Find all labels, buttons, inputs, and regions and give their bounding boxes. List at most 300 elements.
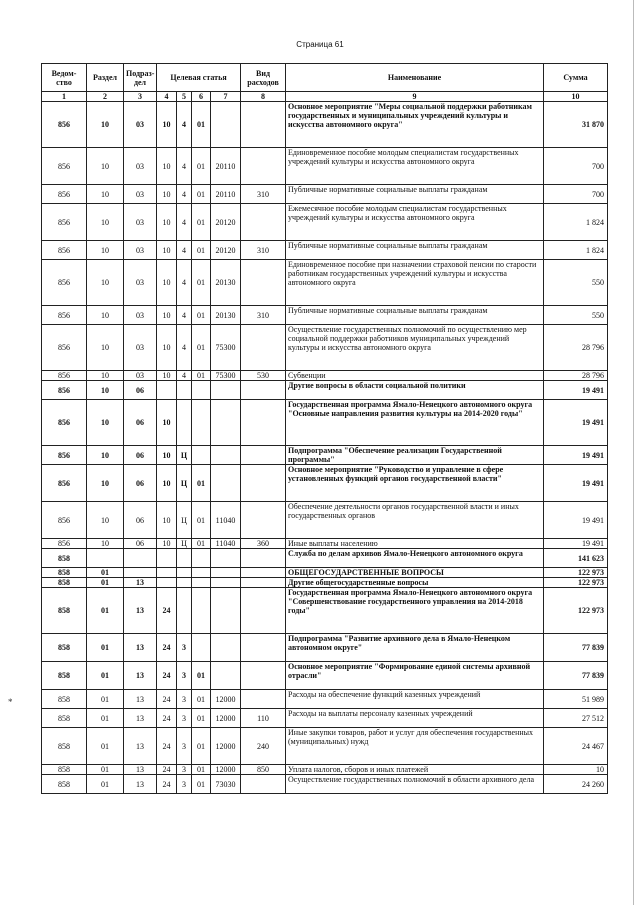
ved-cell: 858 <box>42 588 87 634</box>
razdel-cell: 10 <box>87 306 124 325</box>
name-cell: Единовременное пособие молодым специалистам государственных учреждений культуры и искусства автономного округа <box>286 148 544 185</box>
cs-event-cell <box>192 549 211 568</box>
table-row <box>42 381 608 400</box>
podrazdel-cell: 13 <box>124 765 157 775</box>
cs-event-cell: 01 <box>192 371 211 381</box>
cs-event-cell: 01 <box>192 260 211 306</box>
ved-cell: 856 <box>42 381 87 400</box>
cs-program-cell: 24 <box>157 765 177 775</box>
col-number: 1 <box>42 92 87 102</box>
table-row <box>42 325 608 371</box>
cs-subprogram-cell: Ц <box>177 446 192 465</box>
ved-cell: 858 <box>42 568 87 578</box>
vid-cell: 360 <box>241 539 286 549</box>
cs-program-cell: 10 <box>157 306 177 325</box>
cs-subprogram-cell: 3 <box>177 690 192 709</box>
cs-direction-cell: 12000 <box>211 690 241 709</box>
col-number: 9 <box>286 92 544 102</box>
cs-direction-cell: 73030 <box>211 775 241 794</box>
cs-direction-cell: 20130 <box>211 260 241 306</box>
cs-event-cell: 01 <box>192 502 211 539</box>
podrazdel-cell: 03 <box>124 102 157 148</box>
sum-cell: 550 <box>544 306 608 325</box>
stray-mark: * <box>8 697 13 707</box>
table-row <box>42 371 608 381</box>
cs-event-cell <box>192 568 211 578</box>
cs-program-cell <box>157 549 177 568</box>
cs-program-cell: 24 <box>157 662 177 690</box>
sum-cell: 77 839 <box>544 634 608 662</box>
razdel-cell: 10 <box>87 539 124 549</box>
vid-cell: 110 <box>241 709 286 728</box>
cs-direction-cell: 11040 <box>211 539 241 549</box>
cs-direction-cell: 20130 <box>211 306 241 325</box>
cs-program-cell: 10 <box>157 102 177 148</box>
cs-direction-cell <box>211 634 241 662</box>
sum-cell: 19 491 <box>544 400 608 446</box>
col-number: 5 <box>177 92 192 102</box>
table-row <box>42 690 608 709</box>
razdel-cell: 10 <box>87 465 124 502</box>
vid-cell <box>241 400 286 446</box>
sum-cell: 51 989 <box>544 690 608 709</box>
sum-cell: 24 467 <box>544 728 608 765</box>
name-cell: Подпрограмма "Обеспечение реализации Государственной программы" <box>286 446 544 465</box>
cs-subprogram-cell: Ц <box>177 465 192 502</box>
cs-subprogram-cell: 4 <box>177 148 192 185</box>
budget-table <box>41 63 608 794</box>
cs-subprogram-cell <box>177 588 192 634</box>
vid-cell <box>241 260 286 306</box>
cs-direction-cell: 20120 <box>211 204 241 241</box>
cs-program-cell: 24 <box>157 709 177 728</box>
cs-program-cell: 10 <box>157 502 177 539</box>
cs-subprogram-cell: 3 <box>177 765 192 775</box>
col-number: 2 <box>87 92 124 102</box>
razdel-cell: 10 <box>87 204 124 241</box>
vid-cell: 310 <box>241 185 286 204</box>
name-cell: Расходы на выплаты персоналу казенных учреждений <box>286 709 544 728</box>
vid-cell <box>241 381 286 400</box>
cs-subprogram-cell: 3 <box>177 728 192 765</box>
header-sum: Сумма <box>544 64 608 92</box>
table-row <box>42 568 608 578</box>
name-cell: Единовременное пособие при назначении страховой пенсии по старости работникам государственных учреждений культуры и искусства автономного округа <box>286 260 544 306</box>
sum-cell: 77 839 <box>544 662 608 690</box>
vid-cell <box>241 325 286 371</box>
razdel-cell: 10 <box>87 148 124 185</box>
sum-cell: 28 796 <box>544 371 608 381</box>
podrazdel-cell <box>124 549 157 568</box>
cs-event-cell <box>192 578 211 588</box>
razdel-cell: 10 <box>87 400 124 446</box>
table-row <box>42 775 608 794</box>
cs-subprogram-cell: 4 <box>177 102 192 148</box>
cs-event-cell: 01 <box>192 102 211 148</box>
table-row <box>42 588 608 634</box>
cs-event-cell: 01 <box>192 662 211 690</box>
name-cell: Публичные нормативные социальные выплаты гражданам <box>286 185 544 204</box>
sum-cell: 19 491 <box>544 502 608 539</box>
cs-event-cell: 01 <box>192 690 211 709</box>
cs-direction-cell: 20110 <box>211 185 241 204</box>
cs-program-cell: 24 <box>157 690 177 709</box>
cs-direction-cell <box>211 102 241 148</box>
header-tselevaya: Целевая статья <box>157 64 241 92</box>
vid-cell <box>241 148 286 185</box>
podrazdel-cell: 03 <box>124 241 157 260</box>
razdel-cell: 10 <box>87 185 124 204</box>
sum-cell: 1 824 <box>544 204 608 241</box>
col-number: 6 <box>192 92 211 102</box>
vid-cell <box>241 102 286 148</box>
podrazdel-cell: 06 <box>124 539 157 549</box>
table-row <box>42 446 608 465</box>
vid-cell <box>241 549 286 568</box>
cs-direction-cell: 12000 <box>211 728 241 765</box>
ved-cell: 856 <box>42 325 87 371</box>
cs-direction-cell <box>211 465 241 502</box>
name-cell: ОБЩЕГОСУДАРСТВЕННЫЕ ВОПРОСЫ <box>286 568 544 578</box>
vid-cell <box>241 568 286 578</box>
razdel-cell: 01 <box>87 775 124 794</box>
cs-program-cell: 10 <box>157 185 177 204</box>
podrazdel-cell: 13 <box>124 662 157 690</box>
cs-direction-cell: 11040 <box>211 502 241 539</box>
cs-direction-cell <box>211 381 241 400</box>
ved-cell: 856 <box>42 446 87 465</box>
vid-cell <box>241 662 286 690</box>
vid-cell: 240 <box>241 728 286 765</box>
razdel-cell: 10 <box>87 241 124 260</box>
cs-direction-cell: 75300 <box>211 325 241 371</box>
cs-program-cell: 10 <box>157 400 177 446</box>
col-number: 8 <box>241 92 286 102</box>
col-number: 3 <box>124 92 157 102</box>
name-cell: Обеспечение деятельности органов государственной власти и иных государственных органов <box>286 502 544 539</box>
ved-cell: 856 <box>42 502 87 539</box>
cs-subprogram-cell <box>177 381 192 400</box>
sum-cell: 24 260 <box>544 775 608 794</box>
sum-cell: 122 973 <box>544 588 608 634</box>
ved-cell: 856 <box>42 260 87 306</box>
cs-program-cell <box>157 568 177 578</box>
column-number-row <box>42 92 608 102</box>
razdel-cell: 01 <box>87 588 124 634</box>
cs-subprogram-cell: 4 <box>177 241 192 260</box>
cs-event-cell: 01 <box>192 775 211 794</box>
sum-cell: 10 <box>544 765 608 775</box>
name-cell: Осуществление государственных полномочий по осуществлению мер социальной поддержки работников муниципальных учреждений культуры и искусства автономного округа <box>286 325 544 371</box>
cs-subprogram-cell: 3 <box>177 662 192 690</box>
sum-cell: 19 491 <box>544 446 608 465</box>
razdel-cell: 01 <box>87 662 124 690</box>
sum-cell: 19 491 <box>544 465 608 502</box>
table-row <box>42 400 608 446</box>
podrazdel-cell: 03 <box>124 185 157 204</box>
scan-edge-line <box>633 0 634 905</box>
podrazdel-cell: 06 <box>124 502 157 539</box>
cs-direction-cell: 20110 <box>211 148 241 185</box>
table-row <box>42 185 608 204</box>
header-podrazdel: Подраз-дел <box>124 64 157 92</box>
podrazdel-cell: 13 <box>124 588 157 634</box>
cs-event-cell: 01 <box>192 185 211 204</box>
cs-subprogram-cell: 4 <box>177 306 192 325</box>
ved-cell: 858 <box>42 690 87 709</box>
vid-cell: 310 <box>241 306 286 325</box>
cs-direction-cell: 12000 <box>211 709 241 728</box>
cs-subprogram-cell <box>177 400 192 446</box>
header-razdel: Раздел <box>87 64 124 92</box>
cs-event-cell: 01 <box>192 709 211 728</box>
cs-event-cell: 01 <box>192 765 211 775</box>
table-row <box>42 549 608 568</box>
name-cell: Ежемесячное пособие молодым специалистам государственных учреждений культуры и искусства автономного округа <box>286 204 544 241</box>
name-cell: Субвенции <box>286 371 544 381</box>
cs-direction-cell: 20120 <box>211 241 241 260</box>
cs-program-cell: 10 <box>157 204 177 241</box>
vid-cell: 850 <box>241 765 286 775</box>
cs-direction-cell <box>211 578 241 588</box>
vid-cell <box>241 690 286 709</box>
podrazdel-cell: 13 <box>124 578 157 588</box>
cs-program-cell: 24 <box>157 634 177 662</box>
cs-program-cell: 10 <box>157 465 177 502</box>
col-number: 4 <box>157 92 177 102</box>
cs-subprogram-cell: 4 <box>177 204 192 241</box>
ved-cell: 856 <box>42 465 87 502</box>
cs-direction-cell <box>211 549 241 568</box>
ved-cell: 856 <box>42 204 87 241</box>
cs-subprogram-cell <box>177 568 192 578</box>
name-cell: Основное мероприятие "Руководство и управление в сфере установленных функций органов государственной власти" <box>286 465 544 502</box>
col-number: 10 <box>544 92 608 102</box>
razdel-cell: 10 <box>87 260 124 306</box>
table-row <box>42 709 608 728</box>
header-row <box>42 64 608 92</box>
razdel-cell: 10 <box>87 371 124 381</box>
ved-cell: 856 <box>42 185 87 204</box>
table-row <box>42 260 608 306</box>
vid-cell <box>241 204 286 241</box>
sum-cell: 19 491 <box>544 381 608 400</box>
podrazdel-cell: 13 <box>124 634 157 662</box>
ved-cell: 858 <box>42 709 87 728</box>
razdel-cell: 10 <box>87 381 124 400</box>
cs-event-cell: 01 <box>192 148 211 185</box>
sum-cell: 700 <box>544 148 608 185</box>
cs-event-cell: 01 <box>192 204 211 241</box>
razdel-cell <box>87 549 124 568</box>
table-row <box>42 241 608 260</box>
cs-program-cell: 10 <box>157 241 177 260</box>
podrazdel-cell: 03 <box>124 325 157 371</box>
cs-direction-cell <box>211 400 241 446</box>
cs-event-cell: 01 <box>192 306 211 325</box>
razdel-cell: 10 <box>87 446 124 465</box>
cs-event-cell: 01 <box>192 465 211 502</box>
header-name: Наименование <box>286 64 544 92</box>
cs-program-cell: 10 <box>157 148 177 185</box>
name-cell: Служба по делам архивов Ямало-Ненецкого автономного округа <box>286 549 544 568</box>
razdel-cell: 01 <box>87 568 124 578</box>
sum-cell: 550 <box>544 260 608 306</box>
razdel-cell: 01 <box>87 634 124 662</box>
cs-subprogram-cell: Ц <box>177 502 192 539</box>
cs-event-cell <box>192 634 211 662</box>
cs-direction-cell: 12000 <box>211 765 241 775</box>
sum-cell: 122 973 <box>544 578 608 588</box>
table-row <box>42 662 608 690</box>
podrazdel-cell: 03 <box>124 371 157 381</box>
name-cell: Иные выплаты населению <box>286 539 544 549</box>
razdel-cell: 01 <box>87 709 124 728</box>
table-row <box>42 728 608 765</box>
cs-subprogram-cell: 3 <box>177 775 192 794</box>
name-cell: Государственная программа Ямало-Ненецкого автономного округа "Основные направления развития культуры на 2014-2020 годы" <box>286 400 544 446</box>
podrazdel-cell: 06 <box>124 400 157 446</box>
ved-cell: 858 <box>42 765 87 775</box>
ved-cell: 856 <box>42 371 87 381</box>
table-row <box>42 102 608 148</box>
table-row <box>42 148 608 185</box>
cs-subprogram-cell: 4 <box>177 260 192 306</box>
cs-event-cell: 01 <box>192 325 211 371</box>
razdel-cell: 10 <box>87 325 124 371</box>
name-cell: Основное мероприятие "Формирование единой системы архивной отрасли" <box>286 662 544 690</box>
table-row <box>42 306 608 325</box>
razdel-cell: 01 <box>87 578 124 588</box>
page-title: Страница 61 <box>296 40 344 49</box>
razdel-cell: 01 <box>87 765 124 775</box>
cs-program-cell <box>157 381 177 400</box>
cs-direction-cell <box>211 568 241 578</box>
cs-direction-cell <box>211 662 241 690</box>
cs-subprogram-cell: 3 <box>177 709 192 728</box>
cs-event-cell <box>192 588 211 634</box>
ved-cell: 858 <box>42 578 87 588</box>
cs-program-cell: 24 <box>157 775 177 794</box>
name-cell: Публичные нормативные социальные выплаты гражданам <box>286 306 544 325</box>
podrazdel-cell: 03 <box>124 148 157 185</box>
cs-program-cell <box>157 578 177 588</box>
vid-cell: 530 <box>241 371 286 381</box>
ved-cell: 856 <box>42 400 87 446</box>
cs-event-cell: 01 <box>192 728 211 765</box>
name-cell: Расходы на обеспечение функций казенных учреждений <box>286 690 544 709</box>
table-row <box>42 765 608 775</box>
cs-subprogram-cell: 4 <box>177 371 192 381</box>
table-row <box>42 634 608 662</box>
podrazdel-cell: 06 <box>124 465 157 502</box>
cs-direction-cell: 75300 <box>211 371 241 381</box>
ved-cell: 856 <box>42 102 87 148</box>
name-cell: Подпрограмма "Развитие архивного дела в Ямало-Ненецком автономном округе" <box>286 634 544 662</box>
razdel-cell: 01 <box>87 690 124 709</box>
razdel-cell: 01 <box>87 728 124 765</box>
cs-subprogram-cell: Ц <box>177 539 192 549</box>
podrazdel-cell <box>124 568 157 578</box>
ved-cell: 858 <box>42 728 87 765</box>
ved-cell: 858 <box>42 549 87 568</box>
podrazdel-cell: 06 <box>124 381 157 400</box>
cs-program-cell: 10 <box>157 539 177 549</box>
ved-cell: 858 <box>42 662 87 690</box>
col-number: 7 <box>211 92 241 102</box>
ved-cell: 856 <box>42 306 87 325</box>
name-cell: Другие общегосударственные вопросы <box>286 578 544 588</box>
sum-cell: 122 973 <box>544 568 608 578</box>
cs-subprogram-cell: 4 <box>177 185 192 204</box>
cs-event-cell: 01 <box>192 241 211 260</box>
name-cell: Государственная программа Ямало-Ненецкого автономного округа "Совершенствование государственного управления на 2014-2018 годы" <box>286 588 544 634</box>
table-row <box>42 502 608 539</box>
sum-cell: 31 870 <box>544 102 608 148</box>
razdel-cell: 10 <box>87 502 124 539</box>
sum-cell: 28 796 <box>544 325 608 371</box>
cs-program-cell: 10 <box>157 371 177 381</box>
cs-program-cell: 10 <box>157 260 177 306</box>
vid-cell <box>241 465 286 502</box>
vid-cell <box>241 502 286 539</box>
cs-subprogram-cell: 3 <box>177 634 192 662</box>
cs-subprogram-cell: 4 <box>177 325 192 371</box>
vid-cell <box>241 578 286 588</box>
sum-cell: 19 491 <box>544 539 608 549</box>
name-cell: Уплата налогов, сборов и иных платежей <box>286 765 544 775</box>
cs-program-cell: 24 <box>157 728 177 765</box>
ved-cell: 858 <box>42 634 87 662</box>
podrazdel-cell: 13 <box>124 728 157 765</box>
sum-cell: 141 623 <box>544 549 608 568</box>
podrazdel-cell: 03 <box>124 306 157 325</box>
name-cell: Другие вопросы в области социальной политики <box>286 381 544 400</box>
cs-event-cell <box>192 381 211 400</box>
cs-program-cell: 10 <box>157 446 177 465</box>
name-cell: Основное мероприятие "Меры социальной поддержки работникам государственных и муниципальных учреждений культуры и искусства автономного округа" <box>286 102 544 148</box>
vid-cell <box>241 588 286 634</box>
cs-direction-cell <box>211 446 241 465</box>
sum-cell: 27 512 <box>544 709 608 728</box>
ved-cell: 856 <box>42 148 87 185</box>
table-body <box>42 102 608 794</box>
name-cell: Иные закупки товаров, работ и услуг для обеспечения государственных (муниципальных) нужд <box>286 728 544 765</box>
ved-cell: 856 <box>42 241 87 260</box>
cs-program-cell: 10 <box>157 325 177 371</box>
sum-cell: 1 824 <box>544 241 608 260</box>
vid-cell <box>241 634 286 662</box>
table-row <box>42 465 608 502</box>
razdel-cell: 10 <box>87 102 124 148</box>
cs-subprogram-cell <box>177 549 192 568</box>
cs-event-cell <box>192 446 211 465</box>
name-cell: Публичные нормативные социальные выплаты гражданам <box>286 241 544 260</box>
podrazdel-cell: 13 <box>124 775 157 794</box>
podrazdel-cell: 13 <box>124 690 157 709</box>
podrazdel-cell: 03 <box>124 260 157 306</box>
table-row <box>42 539 608 549</box>
podrazdel-cell: 13 <box>124 709 157 728</box>
table-row <box>42 578 608 588</box>
ved-cell: 858 <box>42 775 87 794</box>
podrazdel-cell: 03 <box>124 204 157 241</box>
cs-subprogram-cell <box>177 578 192 588</box>
sum-cell: 700 <box>544 185 608 204</box>
ved-cell: 856 <box>42 539 87 549</box>
name-cell: Осуществление государственных полномочий в области архивного дела <box>286 775 544 794</box>
vid-cell: 310 <box>241 241 286 260</box>
